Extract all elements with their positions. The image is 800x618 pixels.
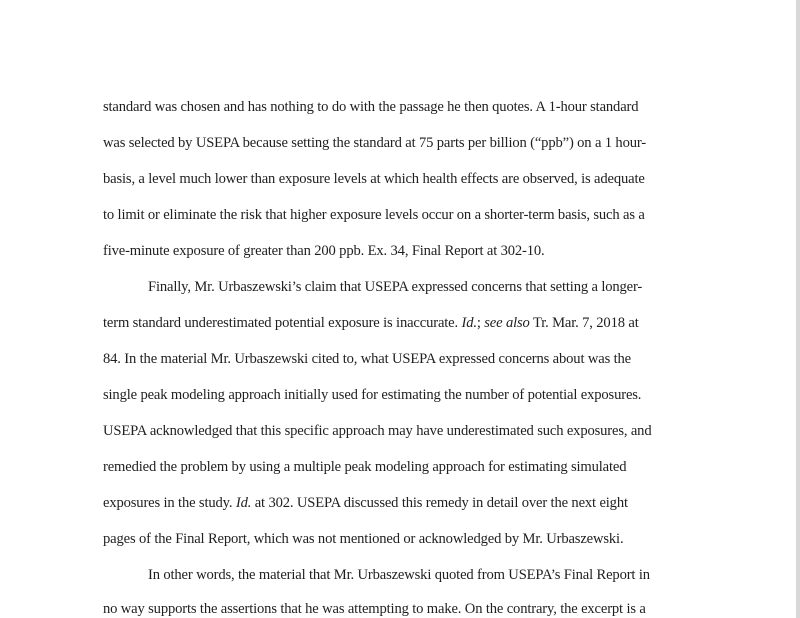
text-line: basis, a level much lower than exposure levels at which health effects are observed, is adequate [103, 171, 645, 187]
text-line: 84. In the material Mr. Urbaszewski cited to, what USEPA expressed concerns about was the [103, 351, 631, 367]
text-line: remedied the problem by using a multiple peak modeling approach for estimating simulated [103, 459, 627, 475]
text-segment: Tr. Mar. 7, 2018 at [529, 315, 639, 331]
text-segment: ; [476, 315, 485, 331]
text-line: Finally, Mr. Urbaszewski’s claim that USEPA expressed concerns that setting a longer- [148, 279, 643, 295]
citation-see-also: see also [484, 315, 530, 331]
text-line: pages of the Final Report, which was not mentioned or acknowledged by Mr. Urbaszewski. [103, 531, 624, 547]
citation-id: Id. [235, 495, 252, 511]
text-line: standard was chosen and has nothing to do with the passage he then quotes. A 1-hour standard [103, 99, 639, 115]
text-segment: at 302. USEPA discussed this remedy in detail over the next eight [251, 495, 628, 511]
page-edge [796, 0, 800, 618]
text-line: USEPA acknowledged that this specific approach may have underestimated such exposures, and [103, 423, 652, 439]
citation-id: Id. [461, 315, 477, 331]
text-line: was selected by USEPA because setting the standard at 75 parts per billion (“ppb”) on a 1 hour- [103, 135, 646, 151]
text-segment: term standard underestimated potential exposure is inaccurate. [103, 315, 462, 331]
text-line: single peak modeling approach initially used for estimating the number of potential exposures. [103, 387, 642, 403]
text-line [103, 314, 639, 332]
text-line [103, 494, 628, 512]
text-line: five-minute exposure of greater than 200 ppb. Ex. 34, Final Report at 302-10. [103, 243, 545, 259]
text-line: to limit or eliminate the risk that higher exposure levels occur on a shorter-term basis, such as a [103, 207, 645, 223]
text-line: no way supports the assertions that he was attempting to make. On the contrary, the excerpt is a [103, 601, 646, 617]
text-segment: exposures in the study. [103, 495, 236, 511]
text-line: In other words, the material that Mr. Urbaszewski quoted from USEPA’s Final Report in [148, 567, 650, 583]
